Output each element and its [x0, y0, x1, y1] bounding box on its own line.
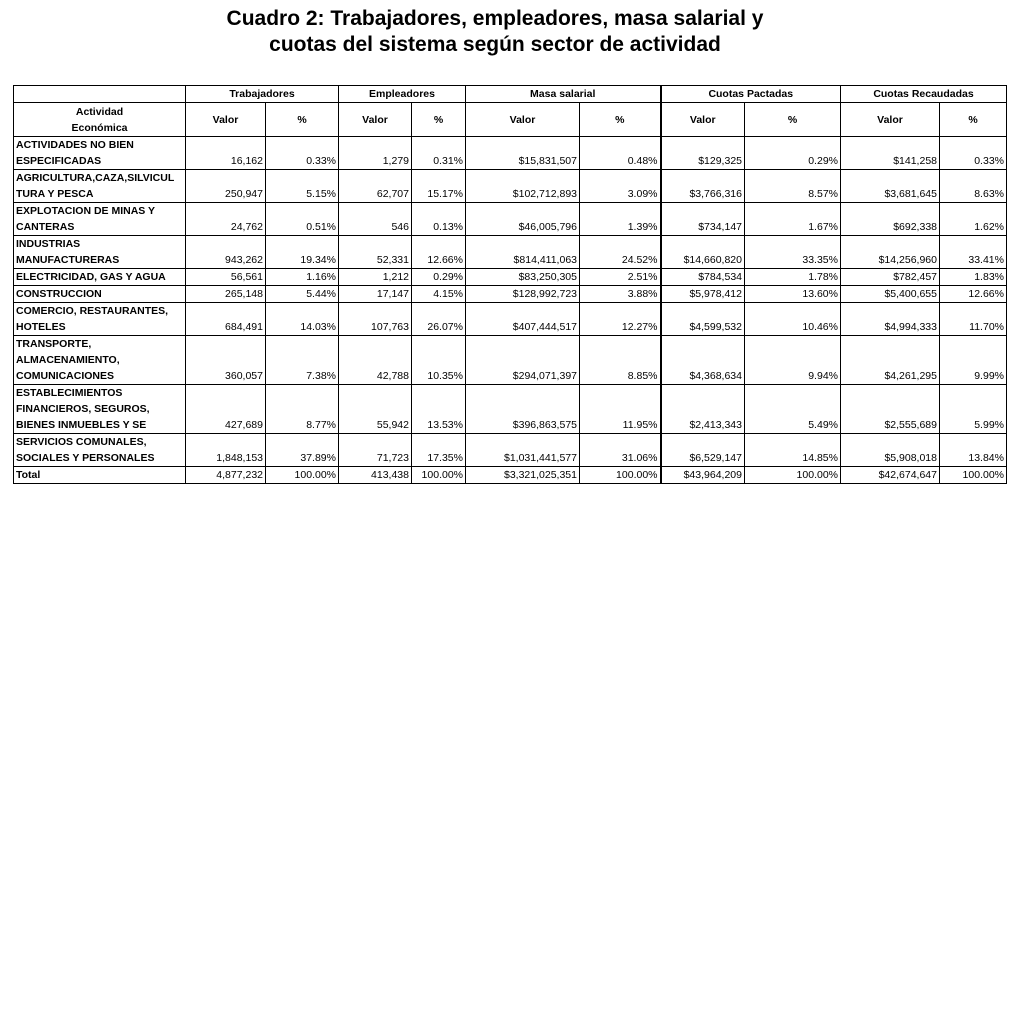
cell-pct: 13.84% — [940, 434, 1007, 467]
cell-pct: 11.95% — [580, 385, 661, 434]
cell-valor: 107,763 — [339, 303, 412, 336]
row-label — [14, 385, 186, 434]
cell-pct: 26.07% — [412, 303, 466, 336]
cell-pct: 13.60% — [745, 286, 841, 303]
table-row — [14, 203, 1007, 236]
cell-pct: 100.00% — [940, 467, 1007, 484]
cell-pct: 8.85% — [580, 336, 661, 385]
cell-pct: 0.13% — [412, 203, 466, 236]
cell-pct: 7.38% — [266, 336, 339, 385]
row-label-line: COMERCIO, RESTAURANTES, — [16, 305, 169, 317]
cell-valor: 943,262 — [186, 236, 266, 269]
row-label-line: ACTIVIDADES NO BIEN — [16, 139, 134, 151]
cell-pct: 2.51% — [580, 269, 661, 286]
cell-pct: 5.99% — [940, 385, 1007, 434]
table-row — [14, 286, 1007, 303]
cell-valor: $2,555,689 — [841, 385, 940, 434]
row-label — [14, 170, 186, 203]
cell-valor: $42,674,647 — [841, 467, 940, 484]
row-label-line: HOTELES — [16, 321, 66, 333]
header-pct: % — [412, 103, 466, 137]
row-label-line: SOCIALES Y PERSONALES — [16, 452, 155, 464]
cell-pct: 31.06% — [580, 434, 661, 467]
data-table — [13, 85, 1007, 484]
cell-valor: 413,438 — [339, 467, 412, 484]
cell-pct: 4.15% — [412, 286, 466, 303]
cell-valor: $3,766,316 — [661, 170, 745, 203]
cell-valor: 56,561 — [186, 269, 266, 286]
cell-pct: 1.67% — [745, 203, 841, 236]
row-label — [14, 269, 186, 286]
header-group-masa-salarial: Masa salarial — [466, 86, 661, 103]
row-label-line: MANUFACTURERAS — [16, 254, 120, 266]
cell-pct: 8.77% — [266, 385, 339, 434]
cell-valor: $128,992,723 — [466, 286, 580, 303]
cell-valor: $43,964,209 — [661, 467, 745, 484]
cell-valor: $3,321,025,351 — [466, 467, 580, 484]
cell-pct: 3.09% — [580, 170, 661, 203]
header-group-row — [14, 86, 1007, 103]
header-group-empleadores: Empleadores — [339, 86, 466, 103]
cell-valor: $2,413,343 — [661, 385, 745, 434]
table-row — [14, 137, 1007, 170]
cell-pct: 5.44% — [266, 286, 339, 303]
cell-valor: $14,660,820 — [661, 236, 745, 269]
table-row — [14, 385, 1007, 434]
cell-valor: $4,261,295 — [841, 336, 940, 385]
cell-valor: 62,707 — [339, 170, 412, 203]
header-pct: % — [580, 103, 661, 137]
header-pct: % — [266, 103, 339, 137]
header-pct: % — [745, 103, 841, 137]
cell-pct: 33.41% — [940, 236, 1007, 269]
cell-pct: 0.29% — [745, 137, 841, 170]
row-label-line: TURA Y PESCA — [16, 188, 94, 200]
header-pct: % — [940, 103, 1007, 137]
cell-valor: $396,863,575 — [466, 385, 580, 434]
cell-valor: 17,147 — [339, 286, 412, 303]
cell-valor: $4,368,634 — [661, 336, 745, 385]
cell-pct: 17.35% — [412, 434, 466, 467]
cell-valor: 55,942 — [339, 385, 412, 434]
row-label-line: SERVICIOS COMUNALES, — [16, 436, 147, 448]
cell-pct: 0.51% — [266, 203, 339, 236]
cell-pct: 10.35% — [412, 336, 466, 385]
cell-valor: $129,325 — [661, 137, 745, 170]
cell-valor: 1,848,153 — [186, 434, 266, 467]
row-label — [14, 336, 186, 385]
cell-pct: 100.00% — [412, 467, 466, 484]
cell-pct: 1.62% — [940, 203, 1007, 236]
row-label-line: CANTERAS — [16, 221, 75, 233]
table-row — [14, 170, 1007, 203]
cell-pct: 12.27% — [580, 303, 661, 336]
row-label-line: CONSTRUCCION — [16, 288, 102, 300]
cell-valor: $102,712,893 — [466, 170, 580, 203]
header-group-cuotas-recaudadas: Cuotas Recaudadas — [841, 86, 1007, 103]
cell-valor: $15,831,507 — [466, 137, 580, 170]
cell-pct: 14.03% — [266, 303, 339, 336]
cell-valor: 684,491 — [186, 303, 266, 336]
header-valor: Valor — [466, 103, 580, 137]
cell-valor: $46,005,796 — [466, 203, 580, 236]
cell-valor: $407,444,517 — [466, 303, 580, 336]
cell-valor: 4,877,232 — [186, 467, 266, 484]
header-corner — [14, 86, 186, 103]
cell-valor: 265,148 — [186, 286, 266, 303]
table-row — [14, 336, 1007, 385]
row-label-line: ESTABLECIMIENTOS — [16, 387, 123, 399]
cell-pct: 100.00% — [745, 467, 841, 484]
row-label-line: TRANSPORTE, — [16, 338, 92, 350]
cell-valor: 546 — [339, 203, 412, 236]
row-label-line: BIENES INMUEBLES Y SE — [16, 419, 147, 431]
row-label-line: ESPECIFICADAS — [16, 155, 102, 167]
cell-pct: 15.17% — [412, 170, 466, 203]
row-label-line: FINANCIEROS, SEGUROS, — [16, 403, 150, 415]
cell-valor: $14,256,960 — [841, 236, 940, 269]
cell-valor: 16,162 — [186, 137, 266, 170]
cell-valor: $784,534 — [661, 269, 745, 286]
cell-pct: 19.34% — [266, 236, 339, 269]
row-label-line: AGRICULTURA,CAZA,SILVICUL — [16, 172, 175, 184]
cell-pct: 0.33% — [266, 137, 339, 170]
cell-pct: 14.85% — [745, 434, 841, 467]
cell-valor: $5,400,655 — [841, 286, 940, 303]
cell-valor: $4,599,532 — [661, 303, 745, 336]
row-label-line: ELECTRICIDAD, GAS Y AGUA — [16, 271, 166, 283]
cell-valor: 427,689 — [186, 385, 266, 434]
table-row — [14, 303, 1007, 336]
cell-pct: 0.48% — [580, 137, 661, 170]
header-valor: Valor — [186, 103, 266, 137]
cell-valor: 71,723 — [339, 434, 412, 467]
cell-valor: $692,338 — [841, 203, 940, 236]
header-activity — [14, 103, 186, 137]
cell-pct: 3.88% — [580, 286, 661, 303]
row-label-line: INDUSTRIAS — [16, 238, 81, 250]
cell-pct: 13.53% — [412, 385, 466, 434]
cell-pct: 12.66% — [940, 286, 1007, 303]
header-activity-line-1: Actividad — [75, 105, 124, 118]
page-title — [0, 6, 990, 58]
cell-pct: 11.70% — [940, 303, 1007, 336]
total-row — [14, 467, 1007, 484]
cell-pct: 1.39% — [580, 203, 661, 236]
cell-pct: 37.89% — [266, 434, 339, 467]
cell-pct: 1.78% — [745, 269, 841, 286]
table-row — [14, 236, 1007, 269]
row-label-line: ALMACENAMIENTO, — [16, 354, 120, 366]
cell-pct: 5.15% — [266, 170, 339, 203]
cell-pct: 0.33% — [940, 137, 1007, 170]
table-row — [14, 269, 1007, 286]
cell-pct: 0.31% — [412, 137, 466, 170]
table-row — [14, 434, 1007, 467]
cell-pct: 24.52% — [580, 236, 661, 269]
cell-valor: $6,529,147 — [661, 434, 745, 467]
cell-pct: 5.49% — [745, 385, 841, 434]
row-label — [14, 137, 186, 170]
cell-pct: 1.83% — [940, 269, 1007, 286]
row-label-line: COMUNICACIONES — [16, 370, 115, 382]
cell-valor: 1,279 — [339, 137, 412, 170]
cell-valor: 42,788 — [339, 336, 412, 385]
row-label-line: EXPLOTACION DE MINAS Y — [16, 205, 156, 217]
row-label — [14, 236, 186, 269]
cell-pct: 8.63% — [940, 170, 1007, 203]
header-valor: Valor — [661, 103, 745, 137]
cell-valor: $782,457 — [841, 269, 940, 286]
row-label — [14, 286, 186, 303]
cell-valor: $734,147 — [661, 203, 745, 236]
cell-pct: 9.99% — [940, 336, 1007, 385]
cell-valor: $3,681,645 — [841, 170, 940, 203]
cell-valor: $294,071,397 — [466, 336, 580, 385]
cell-valor: $4,994,333 — [841, 303, 940, 336]
cell-valor: 52,331 — [339, 236, 412, 269]
row-label — [14, 434, 186, 467]
cell-pct: 12.66% — [412, 236, 466, 269]
cell-valor: $83,250,305 — [466, 269, 580, 286]
cell-pct: 9.94% — [745, 336, 841, 385]
header-group-cuotas-pactadas: Cuotas Pactadas — [661, 86, 841, 103]
cell-pct: 8.57% — [745, 170, 841, 203]
cell-valor: $1,031,441,577 — [466, 434, 580, 467]
header-activity-line-2: Económica — [71, 121, 128, 134]
cell-valor: 1,212 — [339, 269, 412, 286]
cell-valor: 250,947 — [186, 170, 266, 203]
header-group-trabajadores: Trabajadores — [186, 86, 339, 103]
cell-pct: 100.00% — [580, 467, 661, 484]
row-label — [14, 467, 186, 484]
cell-valor: $814,411,063 — [466, 236, 580, 269]
cell-valor: $5,978,412 — [661, 286, 745, 303]
title-line-1: Cuadro 2: Trabajadores, empleadores, masa salarial y — [226, 7, 764, 30]
row-label — [14, 303, 186, 336]
cell-pct: 100.00% — [266, 467, 339, 484]
row-label-line: Total — [16, 469, 41, 481]
header-valor: Valor — [841, 103, 940, 137]
cell-pct: 1.16% — [266, 269, 339, 286]
cell-pct: 10.46% — [745, 303, 841, 336]
cell-pct: 33.35% — [745, 236, 841, 269]
cell-valor: 24,762 — [186, 203, 266, 236]
cell-pct: 0.29% — [412, 269, 466, 286]
cell-valor: $5,908,018 — [841, 434, 940, 467]
title-line-2: cuotas del sistema según sector de actividad — [269, 33, 721, 56]
header-valor: Valor — [339, 103, 412, 137]
cell-valor: $141,258 — [841, 137, 940, 170]
header-sub-row — [14, 103, 1007, 137]
cell-valor: 360,057 — [186, 336, 266, 385]
row-label — [14, 203, 186, 236]
